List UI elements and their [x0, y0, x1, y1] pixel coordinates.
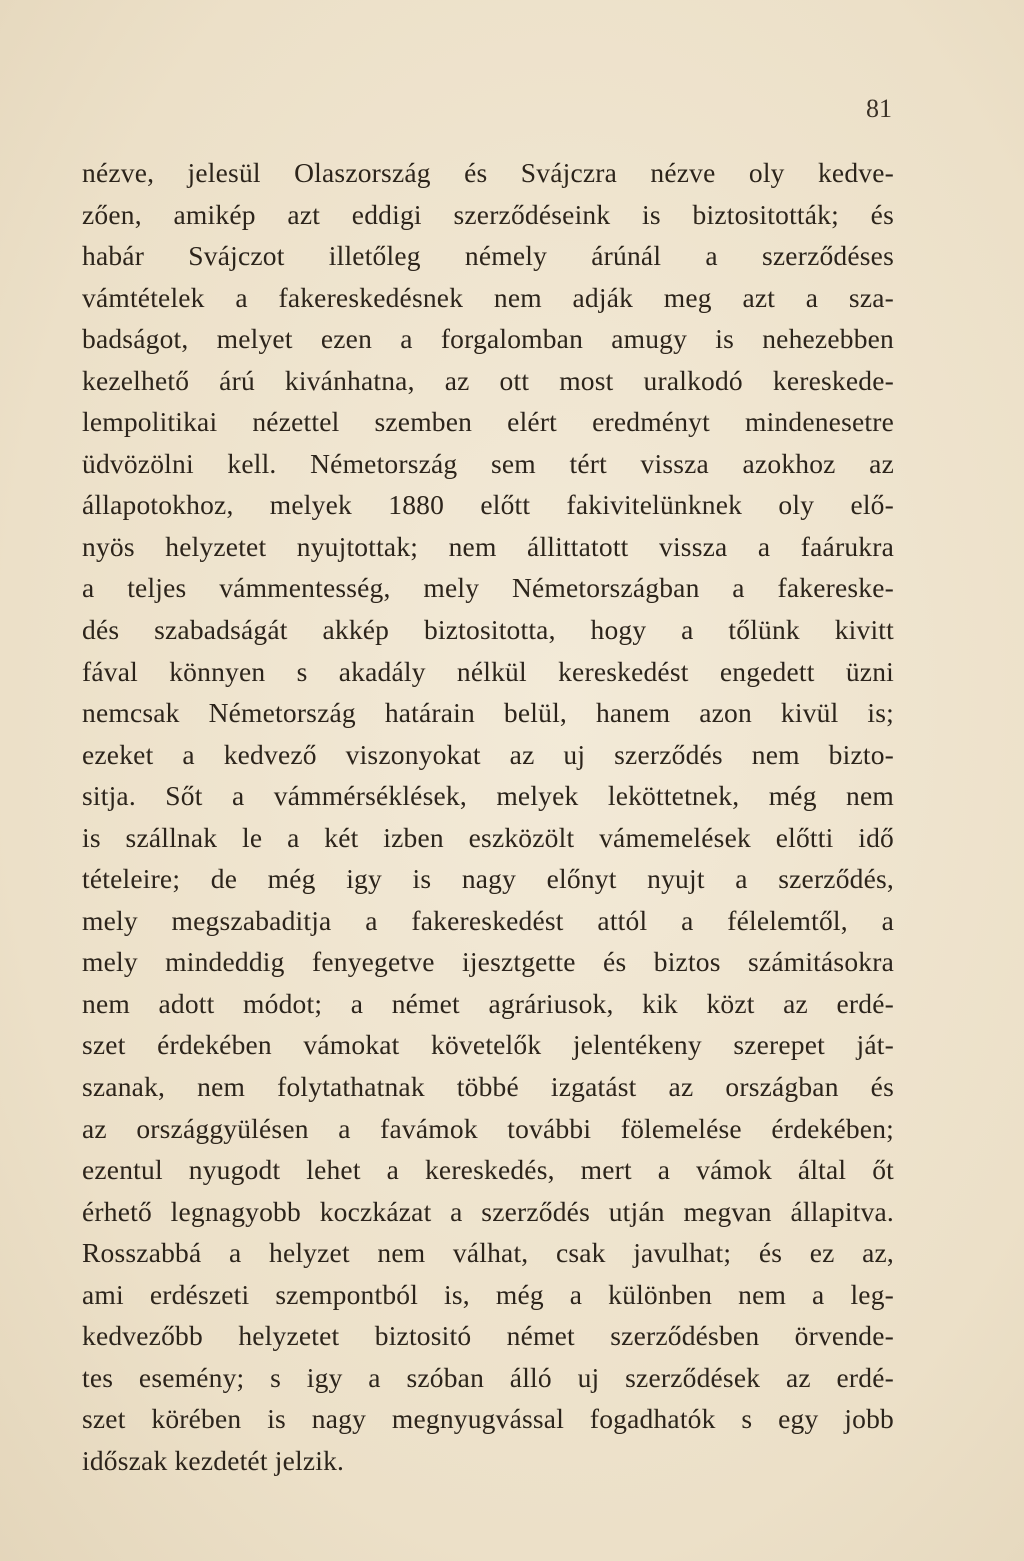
text-line: időszak kezdetét jelzik. [82, 1444, 345, 1476]
text-line: a teljes vámmentesség, mely Németországban a fakereske- [82, 572, 894, 604]
text-line: mely megszabaditja a fakereskedést attól a félelemtől, a [82, 904, 894, 936]
text-line: szanak, nem folytathatnak többé izgatást az országban és [82, 1071, 894, 1103]
text-line: az országgyülésen a favámok további fölemelése érdekében; [82, 1112, 894, 1144]
text-line: fával könnyen s akadály nélkül kereskedést engedett üzni [82, 655, 894, 687]
text-line: állapotokhoz, melyek 1880 előtt fakivitelünknek oly elő- [82, 489, 894, 521]
text-line: kedvezőbb helyzetet biztositó német szerződésben örvende- [82, 1320, 894, 1352]
text-line: vámtételek a fakereskedésnek nem adják meg azt a sza- [82, 281, 894, 313]
text-line: ezeket a kedvező viszonyokat az uj szerződés nem bizto- [82, 738, 894, 770]
text-line: ami erdészeti szempontból is, még a különben nem a leg- [82, 1278, 894, 1310]
text-line: kezelhető árú kivánhatna, az ott most uralkodó kereskede- [82, 364, 894, 396]
text-line: nemcsak Németország határain belül, hanem azon kivül is; [82, 697, 894, 729]
text-line: lempolitikai nézettel szemben elért eredményt mindenesetre [82, 406, 894, 438]
text-line: érhető legnagyobb koczkázat a szerződés utján megvan állapitva. [82, 1195, 894, 1227]
body-text [82, 152, 894, 1482]
text-line: tételeire; de még igy is nagy előnyt nyujt a szerződés, [82, 863, 894, 895]
page-number: 81 [866, 94, 892, 123]
text-line: ezentul nyugodt lehet a kereskedés, mert a vámok által őt [82, 1154, 894, 1186]
text-line: nyös helyzetet nyujtottak; nem állittatott vissza a faárukra [82, 530, 894, 562]
text-line: tes esemény; s igy a szóban álló uj szerződések az erdé- [82, 1361, 894, 1393]
text-line: sitja. Sőt a vámmérséklések, melyek leköttetnek, még nem [82, 780, 894, 812]
text-line: szet érdekében vámokat követelők jelentékeny szerepet ját- [82, 1029, 894, 1061]
text-line: zően, amikép azt eddigi szerződéseink is biztositották; és [82, 198, 894, 230]
text-line: üdvözölni kell. Németország sem tért vissza azokhoz az [82, 447, 894, 479]
text-line: szet körében is nagy megnyugvással fogadhatók s egy jobb [82, 1403, 894, 1435]
text-line: mely mindeddig fenyegetve ijesztgette és biztos számitásokra [82, 946, 894, 978]
text-line: nem adott módot; a német agráriusok, kik közt az erdé- [82, 987, 894, 1019]
text-line: nézve, jelesül Olaszország és Svájczra nézve oly kedve- [82, 157, 894, 188]
text-line: badságot, melyet ezen a forgalomban amugy is nehezebben [82, 323, 894, 355]
text-line: Rosszabbá a helyzet nem válhat, csak javulhat; és ez az, [82, 1237, 894, 1269]
text-line: is szállnak le a két izben eszközölt vámemelések előtti idő [82, 821, 894, 853]
text-line: dés szabadságát akkép biztositotta, hogy a tőlünk kivitt [82, 614, 894, 646]
text-line: habár Svájczot illetőleg némely árúnál a szerződéses [82, 240, 894, 272]
